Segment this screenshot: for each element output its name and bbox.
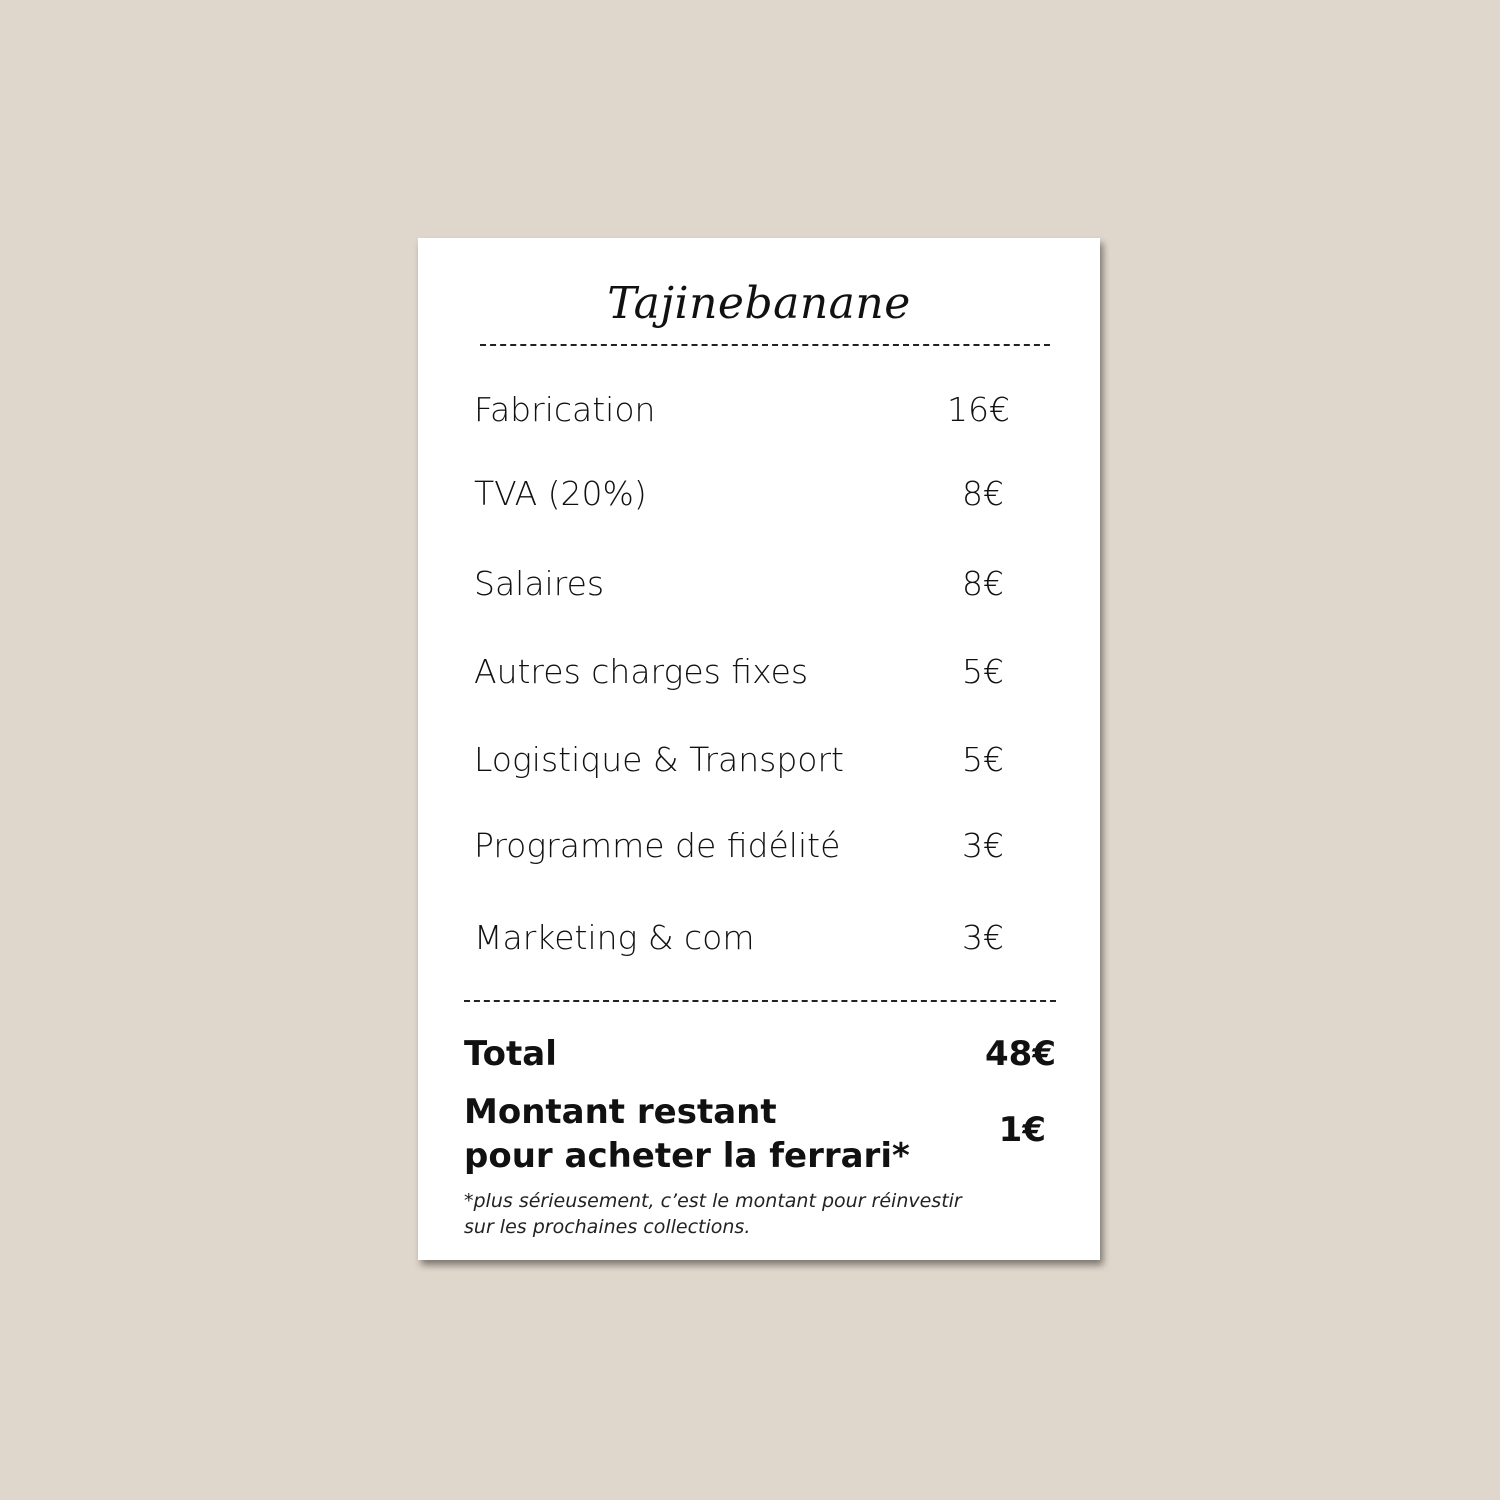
footnote bbox=[464, 1188, 984, 1240]
line-item-value: 5€ bbox=[962, 652, 1004, 691]
line-item-value: 3€ bbox=[962, 918, 1004, 957]
remaining-label bbox=[464, 1090, 910, 1178]
remaining-value: 1€ bbox=[998, 1110, 1046, 1150]
line-item bbox=[474, 824, 1056, 868]
line-item-value: 3€ bbox=[962, 826, 1004, 865]
receipt-card bbox=[418, 238, 1100, 1260]
remaining-label-line2: pour acheter la ferrari* bbox=[464, 1136, 910, 1176]
line-item-label: Salaires bbox=[474, 564, 605, 603]
line-item bbox=[474, 738, 1056, 782]
line-item-label: Programme de fidélité bbox=[474, 826, 841, 865]
total-value: 48€ bbox=[985, 1034, 1056, 1074]
line-item-value: 8€ bbox=[962, 474, 1004, 513]
line-item-label: Fabrication bbox=[474, 390, 656, 429]
total-label: Total bbox=[464, 1034, 557, 1074]
bottom-dashed-divider bbox=[464, 1000, 1056, 1002]
footnote-line1: *plus sérieusement, c’est le montant pour réinvestir bbox=[464, 1190, 962, 1212]
line-item bbox=[474, 388, 1056, 432]
brand-title: Tajinebanane bbox=[607, 278, 911, 329]
line-item bbox=[474, 472, 1056, 516]
top-dashed-divider bbox=[480, 344, 1050, 346]
line-item-label: Autres charges fixes bbox=[474, 652, 809, 691]
line-item-label: Logistique & Transport bbox=[474, 740, 844, 779]
footnote-line2: sur les prochaines collections. bbox=[464, 1216, 751, 1238]
line-item bbox=[474, 650, 1056, 694]
line-item bbox=[474, 916, 1056, 960]
line-item-label: TVA (20%) bbox=[474, 474, 647, 513]
remaining-label-line1: Montant restant bbox=[464, 1092, 777, 1132]
line-item bbox=[474, 562, 1056, 606]
line-item-value: 8€ bbox=[962, 564, 1004, 603]
line-item-value: 16€ bbox=[947, 390, 1010, 429]
line-item-label: Marketing & com bbox=[474, 918, 755, 957]
line-item-value: 5€ bbox=[962, 740, 1004, 779]
